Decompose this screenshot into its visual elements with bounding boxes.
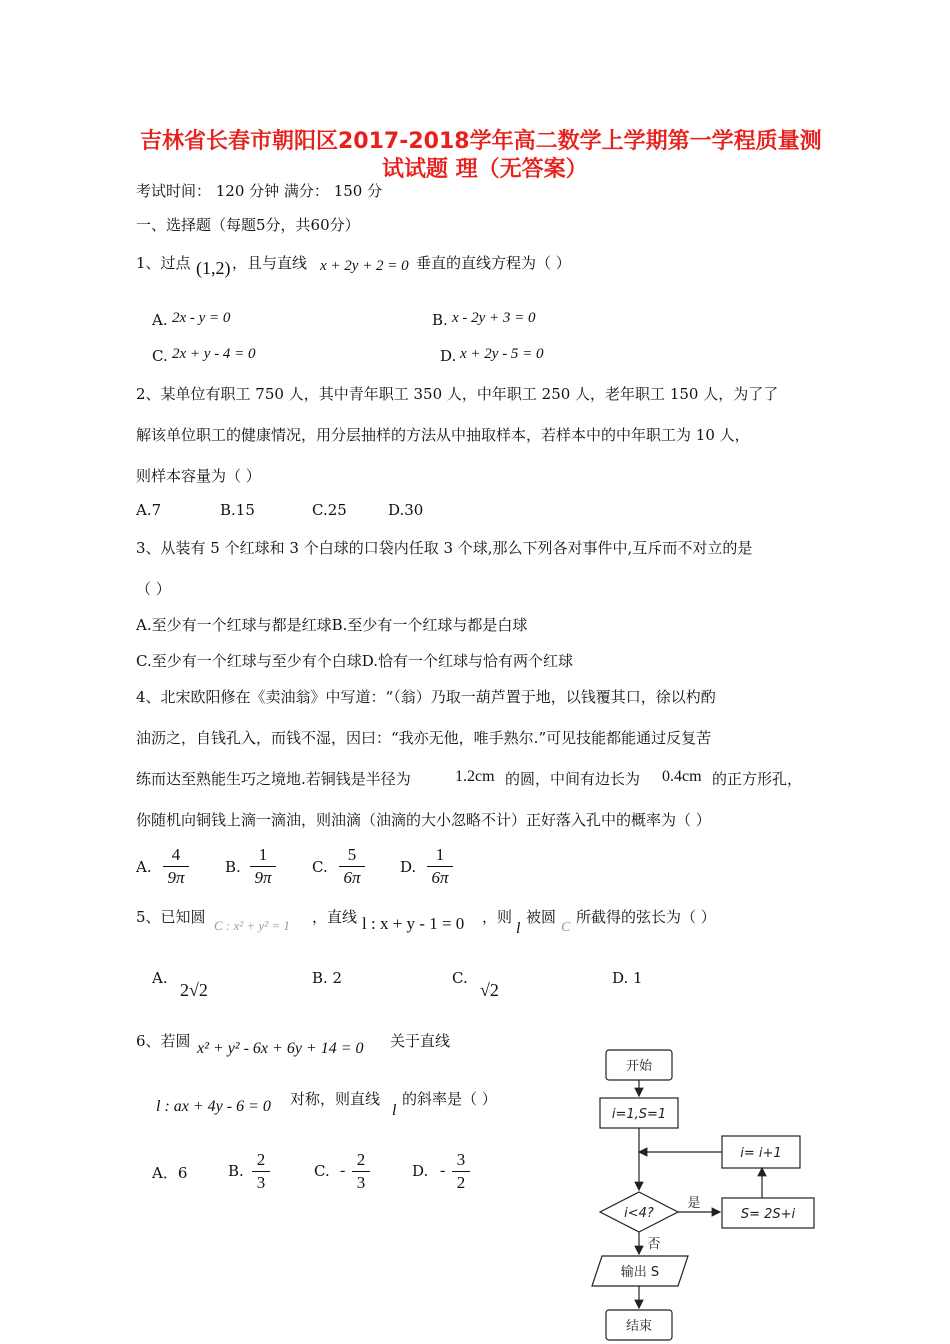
q1-option-b-label: B. xyxy=(432,311,448,329)
flowchart xyxy=(590,1040,830,1344)
flowchart-start-label: 开始 xyxy=(625,1059,653,1074)
q5-stem-b: ，直线 xyxy=(312,908,358,926)
title-line-1: 吉林省长春市朝阳区2017-2018学年高二数学上学期第一学程质量测 xyxy=(140,129,822,154)
q4-option-c-numerator: 5 xyxy=(347,845,357,864)
title-line-2: 试试题 理（无答案） xyxy=(382,157,588,182)
q5-option-d: D. 1 xyxy=(612,969,643,987)
q4-option-a-label: A. xyxy=(136,858,152,876)
q4-option-d-numerator: 1 xyxy=(435,845,445,864)
q6-option-d-label: D. xyxy=(412,1162,429,1180)
q6-option-c-fraction xyxy=(352,1150,370,1193)
q5-stem-d: 被圆 xyxy=(526,908,557,926)
q6-stem-d: 的斜率是（ ） xyxy=(402,1090,497,1108)
q4-option-a-denominator: 9π xyxy=(167,868,185,887)
q1-option-c: 2x + y - 4 = 0 xyxy=(172,346,256,362)
q5-option-b: B. 2 xyxy=(312,969,343,987)
q6-option-c-denominator: 3 xyxy=(356,1173,366,1192)
q6-option-d-numerator: 3 xyxy=(456,1150,466,1169)
q5-circle: C : x² + y² = 1 xyxy=(214,918,290,933)
q4-option-b-label: B. xyxy=(225,858,241,876)
section-heading: 一、选择题（每题5分，共60分） xyxy=(136,216,360,234)
q6-stem-c: 对称，则直线 xyxy=(290,1090,381,1108)
q5-line: l : x + y - 1 = 0 xyxy=(362,914,465,933)
q5-c: C xyxy=(561,920,571,935)
q5-option-a-label: A. xyxy=(152,969,168,987)
q6-option-d-fraction xyxy=(452,1150,470,1193)
q4-line-3c: 的正方形孔， xyxy=(712,770,803,788)
q3-options-ab: A.至少有一个红球与都是红球B.至少有一个红球与都是白球 xyxy=(136,616,528,634)
q3-line-1: 3、从装有 5 个红球和 3 个白球的口袋内任取 3 个球,那么下列各对事件中,互斥而不对立的是 xyxy=(136,539,753,557)
q4-side: 0.4cm xyxy=(662,768,702,785)
q4-option-a-numerator: 4 xyxy=(171,845,181,864)
q1-point: (1,2) xyxy=(196,258,231,278)
q5-option-a: 2√2 xyxy=(180,980,208,1000)
flowchart-no-label: 否 xyxy=(647,1237,661,1252)
q4-radius: 1.2cm xyxy=(455,768,495,785)
q3-line-2: （ ） xyxy=(136,580,171,598)
q5-stem-e: 所截得的弦长为（ ） xyxy=(576,908,716,926)
q5-stem-c: ，则 xyxy=(482,908,513,926)
q6-line: l : ax + 4y - 6 = 0 xyxy=(156,1098,271,1115)
q5-option-c: √2 xyxy=(480,980,499,1000)
q4-line-2: 油沥之，自钱孔入，而钱不湿，因曰：“我亦无他，唯手熟尔.”可见技能都能通过反复苦 xyxy=(136,729,712,747)
q1-option-d: x + 2y - 5 = 0 xyxy=(460,346,544,362)
q5-stem-a: 5、已知圆 xyxy=(136,908,206,926)
q4-option-b-denominator: 9π xyxy=(254,868,272,887)
q4-option-b-numerator: 1 xyxy=(258,845,268,864)
q1-stem-b: ，且与直线 xyxy=(232,254,308,272)
q1-option-c-label: C. xyxy=(152,347,168,365)
q4-line-3a: 练而达至熟能生巧之境地.若铜钱是半径为 xyxy=(136,770,411,788)
q6-option-d-denominator: 2 xyxy=(456,1173,466,1192)
q3-options-cd: C.至少有一个红球与至少有个白球D.恰有一个红球与恰有两个红球 xyxy=(136,652,573,670)
q4-option-d-fraction xyxy=(427,845,453,888)
q2-option-a: A.7 xyxy=(136,501,162,519)
exam-info: 考试时间： 120 分钟 满分： 150 分 xyxy=(136,182,383,200)
q1-line: x + 2y + 2 = 0 xyxy=(320,258,409,274)
q2-line-1: 2、某单位有职工 750 人，其中青年职工 350 人，中年职工 250 人，老年职工 150 人，为了了 xyxy=(136,385,779,403)
q4-option-d-denominator: 6π xyxy=(431,868,449,887)
q6-option-b-numerator: 2 xyxy=(256,1150,266,1169)
q4-option-c-denominator: 6π xyxy=(343,868,361,887)
q1-option-d-label: D. xyxy=(440,347,457,365)
q6-option-c-sign: - xyxy=(340,1162,346,1179)
q6-l: l xyxy=(392,1102,397,1119)
flowchart-decision-label: i<4? xyxy=(624,1206,654,1221)
q1-stem-a: 1、过点 xyxy=(136,254,191,272)
q2-option-d: D.30 xyxy=(388,501,424,519)
q4-line-3b: 的圆，中间有边长为 xyxy=(505,770,641,788)
flowchart-output-label: 输出 S xyxy=(620,1265,660,1280)
q4-option-c-fraction xyxy=(339,845,365,888)
q4-line-1: 4、北宋欧阳修在《卖油翁》中写道：“（翁）乃取一葫芦置于地，以钱覆其口，徐以杓酌 xyxy=(136,688,716,706)
q2-line-2: 解该单位职工的健康情况，用分层抽样的方法从中抽取样本，若样本中的中年职工为 10 人， xyxy=(136,426,750,444)
q6-option-b-fraction xyxy=(252,1150,270,1193)
flowchart-end-label: 结束 xyxy=(625,1319,653,1334)
q5-l: l xyxy=(516,920,521,937)
q6-option-a: A．6 xyxy=(152,1164,188,1182)
q6-option-d-sign: - xyxy=(440,1162,446,1179)
flowchart-update-i-label: i= i+1 xyxy=(740,1146,782,1161)
flowchart-update-s-label: S= 2S+i xyxy=(740,1207,796,1222)
q2-line-3: 则样本容量为（ ） xyxy=(136,467,261,485)
q1-option-b: x - 2y + 3 = 0 xyxy=(452,310,536,326)
q6-stem-b: 关于直线 xyxy=(390,1032,451,1050)
q6-option-b-label: B. xyxy=(228,1162,244,1180)
q5-option-c-label: C. xyxy=(452,969,468,987)
flowchart-yes-label: 是 xyxy=(687,1196,701,1211)
flowchart-init-label: i=1,S=1 xyxy=(611,1107,667,1122)
q4-option-d-label: D. xyxy=(400,858,417,876)
q6-circle: x² + y² - 6x + 6y + 14 = 0 xyxy=(197,1040,364,1057)
q1-option-a-label: A. xyxy=(152,311,168,329)
q4-option-b-fraction xyxy=(250,845,276,888)
q1-option-a: 2x - y = 0 xyxy=(172,310,231,326)
q1-stem-c: 垂直的直线方程为（ ） xyxy=(416,254,571,272)
q6-stem-a: 6、若圆 xyxy=(136,1032,191,1050)
q4-option-c-label: C. xyxy=(312,858,328,876)
q4-line-4: 你随机向铜钱上滴一滴油，则油滴（油滴的大小忽略不计）正好落入孔中的概率为（ ） xyxy=(136,811,711,829)
q6-option-b-denominator: 3 xyxy=(256,1173,266,1192)
q6-option-c-label: C. xyxy=(314,1162,330,1180)
q6-option-c-numerator: 2 xyxy=(356,1150,366,1169)
q4-option-a-fraction xyxy=(163,845,189,888)
q2-option-b: B.15 xyxy=(220,501,255,519)
q2-option-c: C.25 xyxy=(312,501,347,519)
